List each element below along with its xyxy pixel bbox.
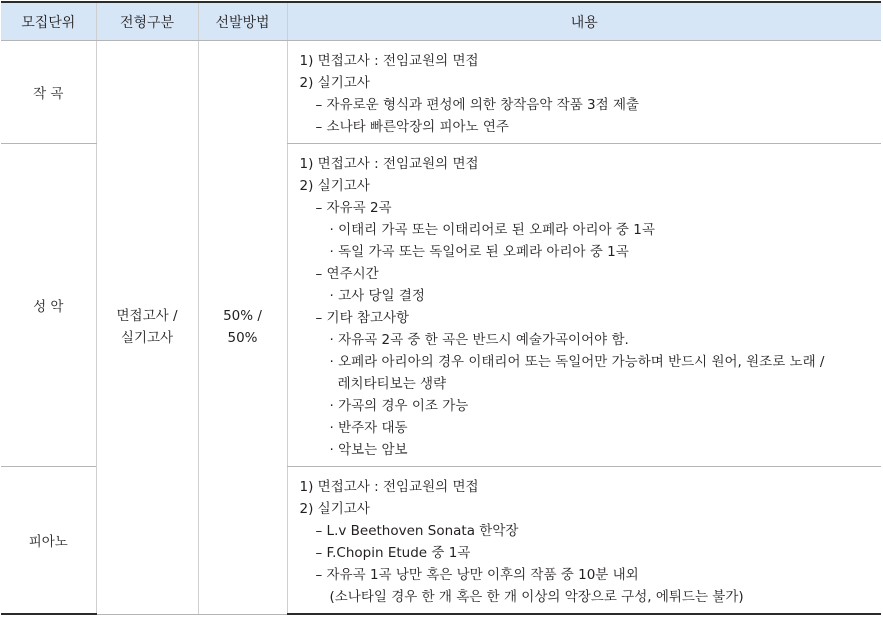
content-line: – F.Chopin Etude 중 1곡: [315, 545, 471, 561]
selection-ratio-line: 50%: [227, 330, 258, 347]
content-line: – 자유곡 2곡: [315, 200, 392, 216]
content-line: · 이태리 가곡 또는 이태리어로 된 오페라 아리아 중 1곡: [329, 222, 655, 238]
content-line: · 자유곡 2곡 중 한 곡은 반드시 예술가곡이어야 함.: [329, 332, 629, 348]
admission-table: [1, 1, 881, 615]
content-line: 2) 실기고사: [299, 178, 370, 194]
selection-type-cell: [96, 41, 198, 615]
content-line: · 반주자 대동: [329, 420, 408, 436]
content-line: (소나타일 경우 한 개 혹은 한 개 이상의 악장으로 구성, 에튀드는 불가): [329, 589, 744, 605]
header-type: 전형구분: [96, 2, 198, 41]
content-line: · 고사 당일 결정: [329, 288, 425, 304]
content-line: 1) 면접고사 : 전임교원의 면접: [299, 479, 479, 495]
selection-ratio-line: 50% /: [223, 308, 262, 325]
content-line: · 가곡의 경우 이조 가능: [329, 398, 469, 414]
content-line: · 독일 가곡 또는 독일어로 된 오페라 아리아 중 1곡: [329, 244, 629, 260]
selection-ratio-cell: [198, 41, 287, 615]
content-line: 레치타티보는 생략: [337, 376, 447, 392]
content-cell: [287, 41, 881, 144]
unit-name: 피아노: [1, 467, 96, 615]
content-line: · 악보는 암보: [329, 442, 408, 458]
content-line: – L.v Beethoven Sonata 한악장: [315, 523, 519, 539]
header-method: 선발방법: [198, 2, 287, 41]
content-line: – 소나타 빠른악장의 피아노 연주: [315, 119, 509, 135]
unit-name: 작 곡: [1, 41, 96, 144]
content-line: – 자유곡 1곡 낭만 혹은 낭만 이후의 작품 중 10분 내외: [315, 567, 639, 583]
header-unit: 모집단위: [1, 2, 96, 41]
content-line: – 연주시간: [315, 266, 379, 282]
header-row: [1, 2, 881, 41]
selection-type-line: 실기고사: [120, 330, 174, 347]
content-line: 1) 면접고사 : 전임교원의 면접: [299, 53, 479, 69]
content-line: 2) 실기고사: [299, 75, 370, 91]
content-cell: [287, 144, 881, 467]
content-line: – 기타 참고사항: [315, 310, 410, 326]
content-line: 2) 실기고사: [299, 501, 370, 517]
content-line: · 오페라 아리아의 경우 이태리어 또는 독일어만 가능하며 반드시 원어, 원조로 노래 /: [329, 354, 825, 370]
header-content: 내용: [287, 2, 881, 41]
content-line: – 자유로운 형식과 편성에 의한 창작음악 작품 3점 제출: [315, 97, 640, 113]
table-row-composition: [1, 41, 881, 144]
unit-name: 성 악: [1, 144, 96, 467]
selection-type-line: 면접고사 /: [116, 308, 178, 325]
content-cell: [287, 467, 881, 615]
content-line: 1) 면접고사 : 전임교원의 면접: [299, 156, 479, 172]
